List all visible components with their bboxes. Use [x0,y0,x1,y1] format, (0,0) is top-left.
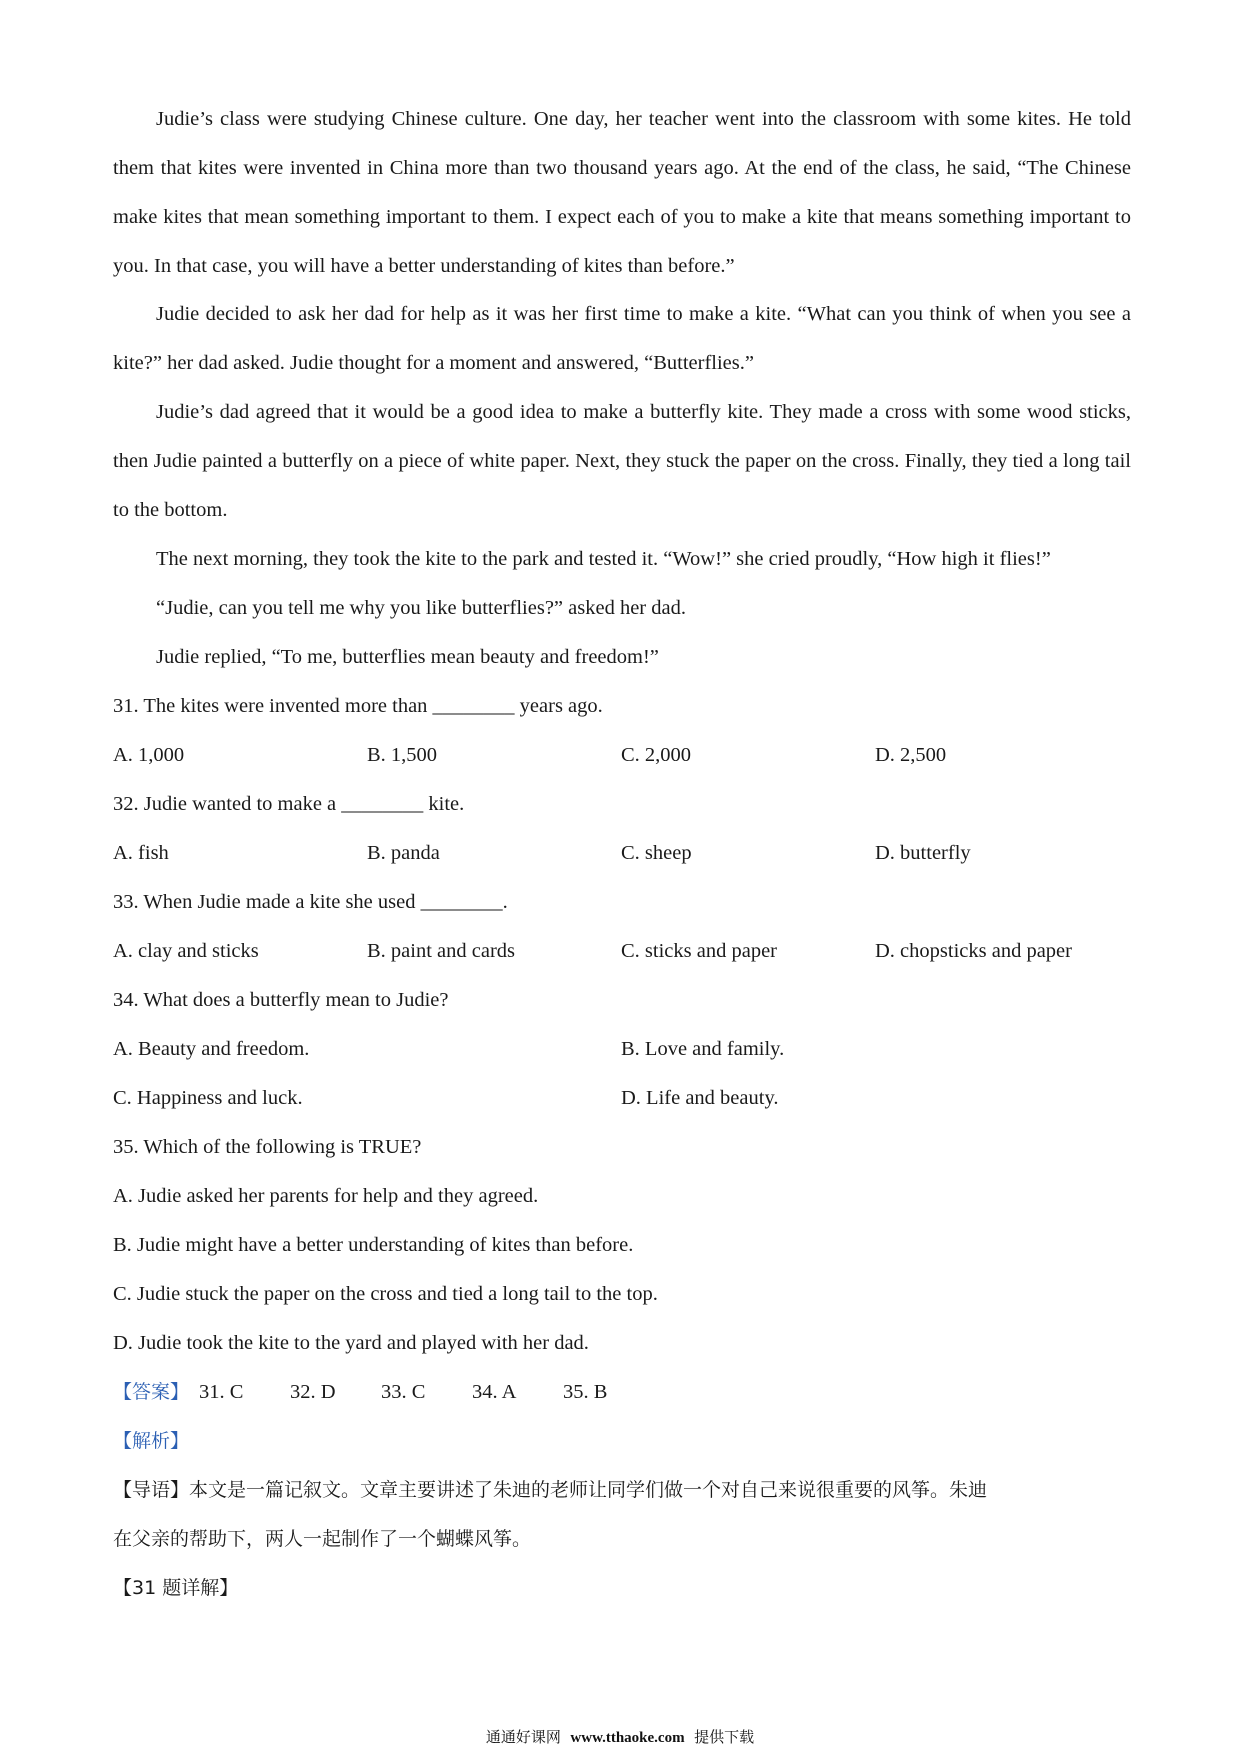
question-31-option-b: B. 1,500 [367,744,438,766]
question-33-option-d: D. chopsticks and paper [875,940,1072,962]
passage-paragraph-1: Judie’s class were studying Chinese culture. One day, her teacher went into the classroom with some kites. He told them that kites were invented in China more than two thousand years ago. At the end of the class, he said, “The Chinese make kites that mean something important to them. I expect each of you to make a kite that means something important to you. In that case, you will have a better understanding of kites than before.” [113,108,1131,277]
answer-tag: 【答案】 [113,1381,190,1403]
guide-line-1 [113,1466,987,1515]
guide-line-2: 在父亲的帮助下，两人一起制作了一个蝴蝶风筝。 [113,1528,532,1550]
question-31-option-d: D. 2,500 [875,744,947,766]
question-34-option-d: D. Life and beauty. [621,1087,779,1109]
question-34-option-b: B. Love and family. [621,1038,785,1060]
answer-item-31: 31. C [199,1381,244,1403]
question-35-stem: 35. Which of the following is TRUE? [113,1136,422,1158]
guide-tag: 【导语】 [113,1479,190,1501]
footer-url[interactable]: www.tthaoke.com [570,1730,685,1746]
question-35-option-b: B. Judie might have a better understanding of kites than before. [113,1234,634,1256]
question-31-option-a: A. 1,000 [113,744,185,766]
question-34-stem: 34. What does a butterfly mean to Judie? [113,989,449,1011]
question-33-option-a: A. clay and sticks [113,940,259,962]
passage-paragraph-3: Judie’s dad agreed that it would be a good idea to make a butterfly kite. They made a cross with some wood sticks, then Judie painted a butterfly on a piece of white paper. Next, they stuck the paper on the cross. Finally, they tied a long tail to the bottom. [113,401,1131,521]
passage-paragraph-2: Judie decided to ask her dad for help as it was her first time to make a kite. “What can you think of when you see a kite?” her dad asked. Judie thought for a moment and answered, “Butterflies.” [113,303,1131,374]
question-31-option-c: C. 2,000 [621,744,692,766]
question-34-option-c: C. Happiness and luck. [113,1087,303,1109]
passage-paragraph-4: The next morning, they took the kite to the park and tested it. “Wow!” she cried proudly, “How high it flies!” [156,548,1051,570]
question-33-option-c: C. sticks and paper [621,940,777,962]
footer-site-name: 通通好课网 [485,1728,561,1746]
question-34-option-a: A. Beauty and freedom. [113,1038,310,1060]
detail-tag-31: 【31 题详解】 [113,1577,239,1599]
answer-item-32: 32. D [290,1381,336,1403]
passage-paragraph-6: Judie replied, “To me, butterflies mean beauty and freedom!” [156,646,659,668]
question-31-stem: 31. The kites were invented more than ________ years ago. [113,695,603,717]
guide-text-1: 本文是一篇记叙文。文章主要讲述了朱迪的老师让同学们做一个对自己来说很重要的风筝。朱迪 [189,1479,988,1501]
question-32-option-d: D. butterfly [875,842,971,864]
question-32-option-a: A. fish [113,842,169,864]
question-35-option-d: D. Judie took the kite to the yard and played with her dad. [113,1332,589,1354]
footer [0,1726,1240,1749]
footer-suffix: 提供下载 [694,1728,755,1746]
question-32-stem: 32. Judie wanted to make a ________ kite. [113,793,465,815]
analysis-tag: 【解析】 [113,1430,190,1452]
answer-line [113,1368,194,1417]
question-32-option-b: B. panda [367,842,440,864]
question-33-stem: 33. When Judie made a kite she used ________. [113,891,508,913]
question-35-option-c: C. Judie stuck the paper on the cross and tied a long tail to the top. [113,1283,658,1305]
answer-item-35: 35. B [563,1381,608,1403]
question-32-option-c: C. sheep [621,842,692,864]
question-35-option-a: A. Judie asked her parents for help and they agreed. [113,1185,539,1207]
answer-item-33: 33. C [381,1381,426,1403]
question-33-option-b: B. paint and cards [367,940,516,962]
passage-paragraph-5: “Judie, can you tell me why you like butterflies?” asked her dad. [156,597,686,619]
answer-item-34: 34. A [472,1381,517,1403]
